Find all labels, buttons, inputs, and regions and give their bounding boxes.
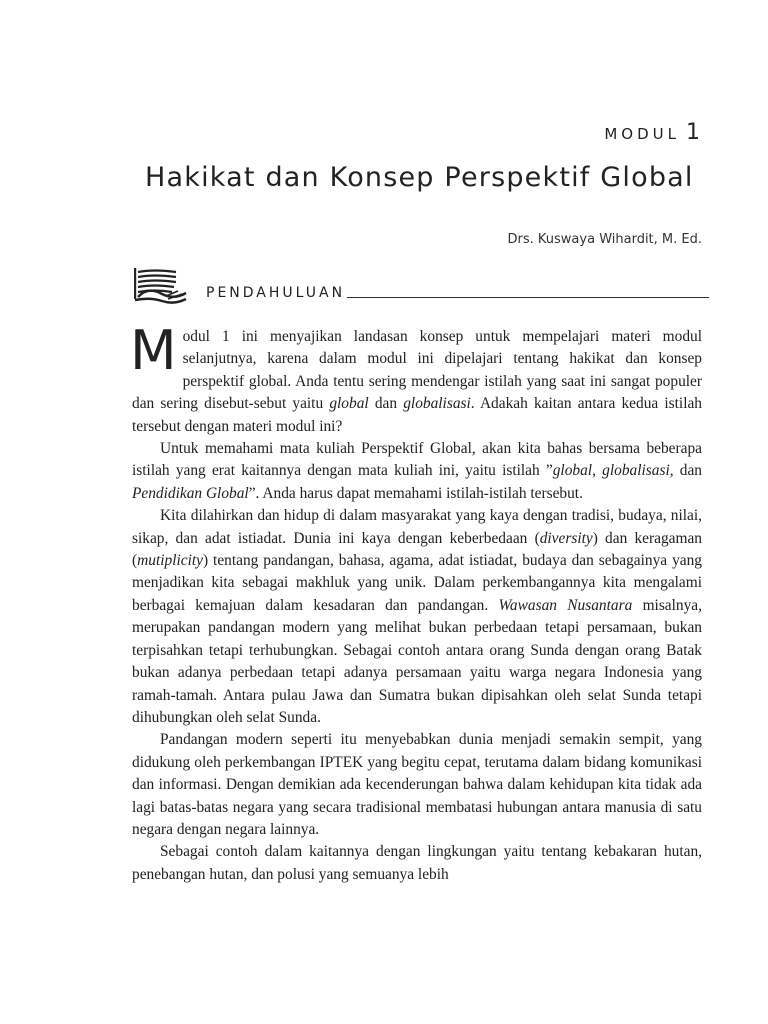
term-wawasan-nusantara: Wawasan Nusantara (498, 596, 633, 614)
section-heading-label: PENDAHULUAN (206, 285, 346, 301)
paragraph-3-text-a: Kita dilahirkan dan hidup di dalam masyarakat yang kaya dengan tradisi, budaya, nilai, sikap, dan adat istiadat. Dunia ini kaya dengan keberbedaan ( (132, 507, 702, 547)
paragraph-1-text-a: odul 1 ini menyajikan landasan konsep untuk mempelajari materi modul selanjutnya, karena dalam modul ini dipelajari tentang hakikat dan konsep perspektif global. Anda tentu sering mendengar istilah yang saat ini sangat populer dan sering disebut-sebut yaitu (132, 328, 702, 413)
paragraph-5: Sebagai contoh dalam kaitannya dengan lingkungan yaitu tentang kebakaran hutan, penebangan hutan, dan polusi yang semuanya lebih (132, 843, 702, 883)
paragraph-3-text-d: misalnya, merupakan pandangan modern yang melihat bukan perbedaan tetapi persamaan, bukan terpisahkan tetapi terhubungkan. Sebagai contoh antara orang Sunda dengan orang Batak bukan adanya perbedaan tetapi adanya persamaan yaitu warga negara Indonesia yang ramah-tamah. Antara pulau Jawa dan Sumatra bukan dipisahkan oleh selat Sunda tetapi dihubungkan oleh selat Sunda. (132, 596, 702, 726)
drop-cap: M (130, 319, 177, 382)
paragraph-3-text-c: ) tentang pandangan, bahasa, agama, adat istiadat, budaya dan sebagainya yang menjadikan kita sebagai makhluk yang unik. Dalam perkembangannya kita mengalami berbagai kemajuan dalam kesadaran dan pandangan. (132, 552, 702, 614)
term-mutiplicity: mutiplicity (137, 552, 203, 570)
paragraph-2-text-d: ”. Anda harus dapat memahami istilah-istilah tersebut. (248, 484, 583, 502)
term-globalisasi: globalisasi (403, 395, 471, 413)
term-global: global (552, 462, 593, 480)
book-pages-icon (132, 266, 188, 306)
body-text (130, 319, 703, 886)
section-heading-rule (347, 297, 709, 298)
page-title: Hakikat dan Konsep Perspektif Global (145, 162, 694, 193)
module-label (604, 120, 700, 145)
paragraph-2-text-b: , (592, 462, 603, 480)
paragraph-1-text-c: . Adakah kaitan antara kedua istilah tersebut dengan materi modul ini? (132, 395, 702, 435)
paragraph-4: Pandangan modern seperti itu menyebabkan dunia menjadi semakin sempit, yang didukung oleh perkembangan IPTEK yang begitu cepat, terutama dalam bidang komunikasi dan informasi. Dengan demikian ada kecenderungan bahwa dalam kehidupan kita tidak ada lagi batas-batas negara yang secara tradisional membatasi hubungan antara manusia di satu negara dengan negara lainnya. (132, 731, 702, 838)
module-number: 1 (686, 120, 700, 145)
paragraph-2-text-c: , dan (669, 462, 703, 480)
paragraph-3 (132, 505, 702, 729)
term-pendidikan-global: Pendidikan Global (132, 484, 249, 502)
paragraph-1 (130, 319, 702, 438)
term-globalisasi: globalisasi (602, 462, 670, 480)
paragraph-2 (132, 438, 702, 505)
paragraph-2-text-a: Untuk memahami mata kuliah Perspektif Global, akan kita bahas bersama beberapa istilah yang erat kaitannya dengan mata kuliah ini, yaitu istilah ” (132, 440, 702, 480)
paragraph-1-text-b: dan (368, 395, 404, 413)
author-name: Drs. Kuswaya Wihardit, M. Ed. (507, 232, 702, 247)
term-global: global (329, 395, 369, 413)
section-heading (206, 285, 709, 301)
paragraph-3-text-b: ) dan keragaman ( (132, 529, 702, 570)
term-diversity: diversity (539, 529, 593, 547)
module-word: MODUL (604, 125, 680, 143)
